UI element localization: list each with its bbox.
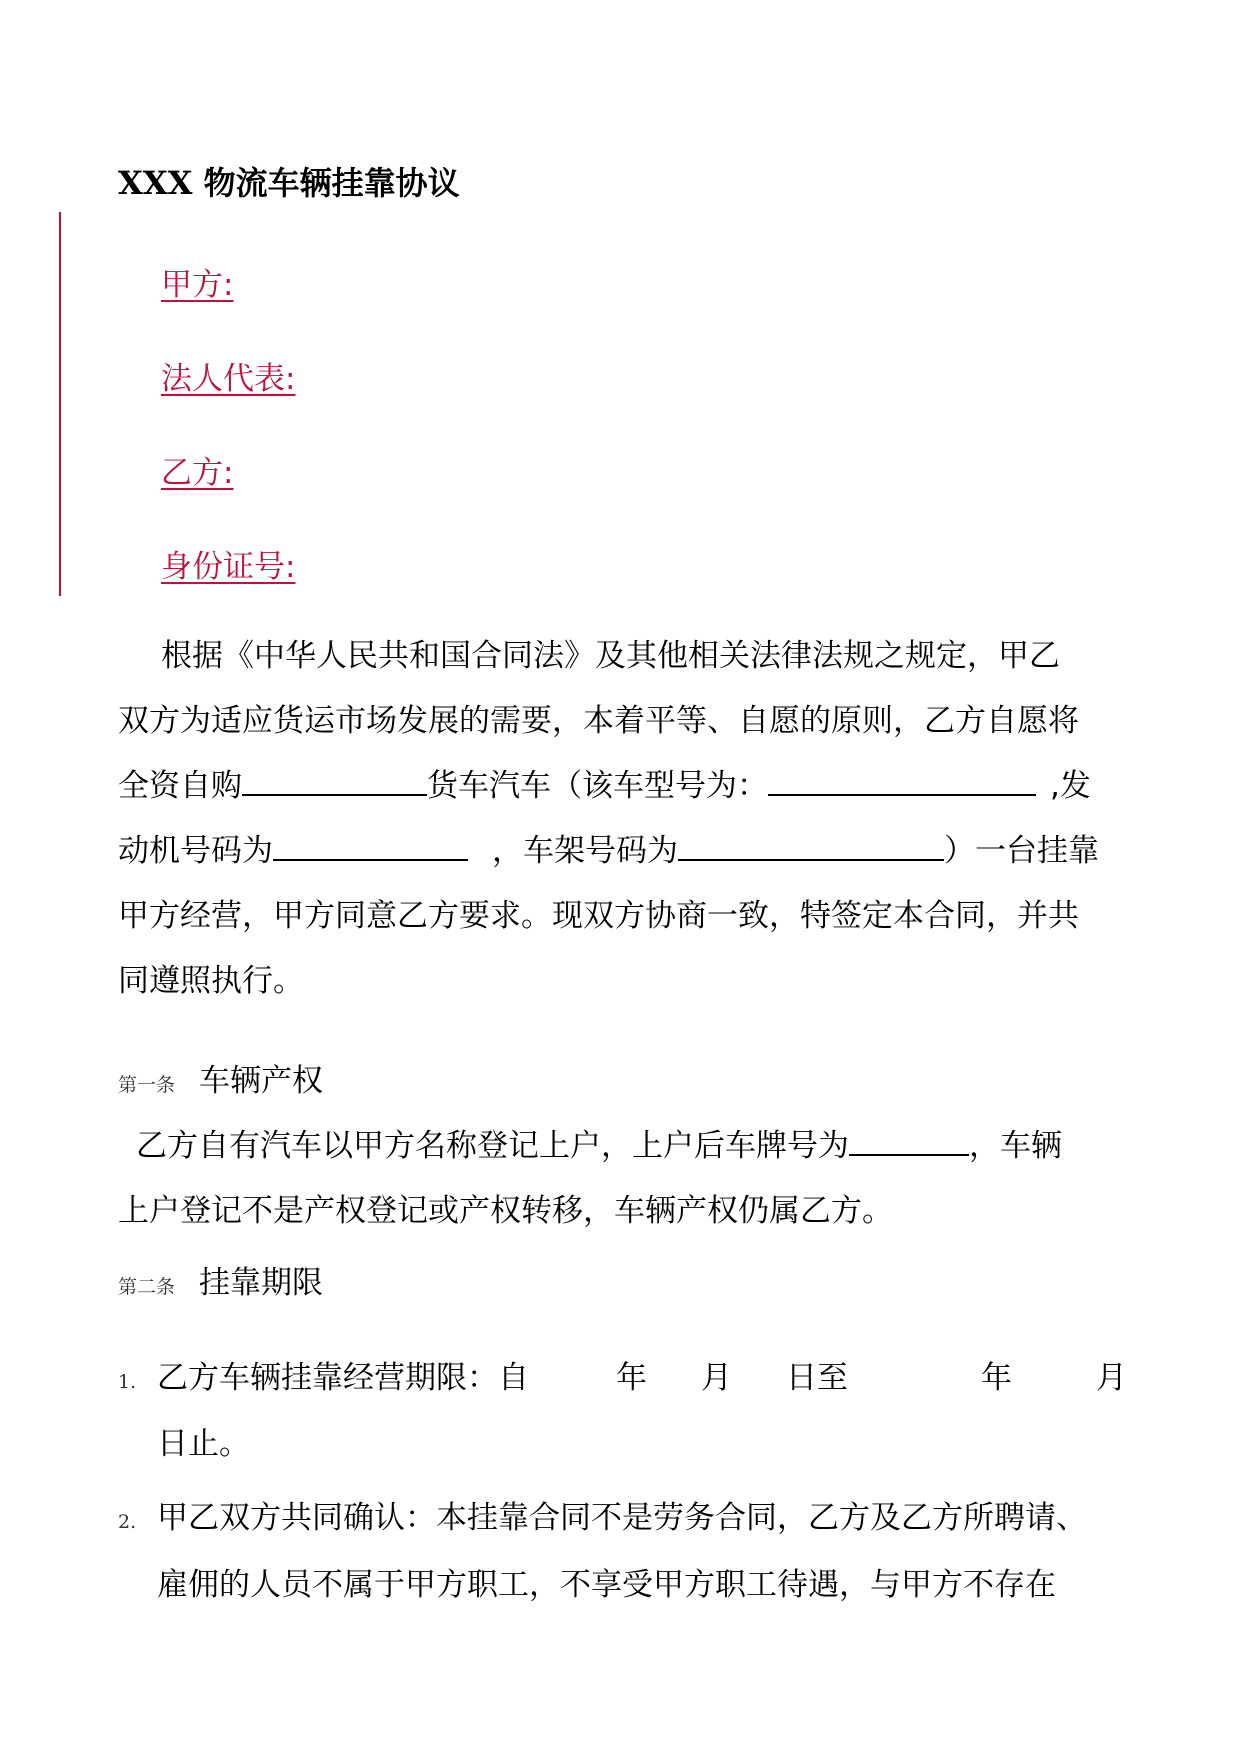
party-b-label: 乙方: <box>161 455 234 491</box>
legal-rep-label: 法人代表: <box>161 361 296 397</box>
intro-line-4 <box>118 831 1099 871</box>
term-text: 乙方车辆挂靠经营期限：自 <box>157 1360 529 1396</box>
confirm-line-2: 雇佣的人员不属于甲方职工，不享受甲方职工待遇，与甲方不存在 <box>157 1567 1056 1603</box>
intro-line-3 <box>118 766 1091 806</box>
vehicle-model-blank[interactable] <box>768 768 1036 796</box>
id-number-label: 身份证号: <box>161 549 296 585</box>
clause-1-title: 车辆产权 <box>199 1063 324 1099</box>
clause-2-number: 第二条 <box>118 1276 176 1298</box>
party-a-label: 甲方: <box>161 267 234 303</box>
intro-line-2: 双方为适应货运市场发展的需要，本着平等、自愿的原则，乙方自愿将 <box>118 703 1079 739</box>
purchase-blank[interactable] <box>242 768 427 796</box>
term-end-year: 年 <box>981 1360 1012 1396</box>
intro-line-4-b: ，车架号码为 <box>492 833 678 869</box>
intro-line-1: 根据《中华人民共和国合同法》及其他相关法律法规之规定，甲乙 <box>161 638 1060 674</box>
intro-line-6: 同遵照执行。 <box>118 963 304 999</box>
term-start-month: 月 <box>701 1360 732 1396</box>
term-end-day: 日止。 <box>157 1426 250 1462</box>
intro-line-3-a: 全资自购 <box>118 768 242 804</box>
intro-line-3-b: 货车汽车（该车型号为： <box>427 768 768 804</box>
term-start-year: 年 <box>616 1360 647 1396</box>
clause-1-heading <box>118 1061 323 1105</box>
list-number-2: 2. <box>118 1511 137 1533</box>
revision-change-bar <box>59 212 61 596</box>
clause-1-number: 第一条 <box>118 1074 176 1096</box>
term-start-day-to: 日至 <box>786 1360 848 1396</box>
intro-line-4-a: 动机号码为 <box>118 833 273 869</box>
term-end-month: 月 <box>1096 1360 1127 1396</box>
clause-2-heading <box>118 1263 323 1307</box>
plate-number-blank[interactable] <box>849 1128 969 1156</box>
intro-line-3-c: ,发 <box>1050 768 1091 804</box>
clause-1-line-1-b: ，车辆 <box>969 1128 1062 1164</box>
intro-line-5: 甲方经营，甲方同意乙方要求。现双方协商一致，特签定本合同，并共 <box>118 898 1079 934</box>
document-title: XXX 物流车辆挂靠协议 <box>118 164 460 202</box>
engine-number-blank[interactable] <box>273 833 468 861</box>
clause-1-line-1-a: 乙方自有汽车以甲方名称登记上户，上户后车牌号为 <box>136 1128 849 1164</box>
intro-line-4-c: ）一台挂靠 <box>944 833 1099 869</box>
list-number-1: 1. <box>118 1371 137 1393</box>
clause-2-title: 挂靠期限 <box>199 1265 324 1301</box>
confirm-line-1: 甲乙双方共同确认：本挂靠合同不是劳务合同，乙方及乙方所聘请、 <box>157 1500 1087 1536</box>
clause-1-line-1 <box>136 1126 1062 1166</box>
clause-1-line-2: 上户登记不是产权登记或产权转移，车辆产权仍属乙方。 <box>118 1193 893 1229</box>
frame-number-blank[interactable] <box>678 833 944 861</box>
